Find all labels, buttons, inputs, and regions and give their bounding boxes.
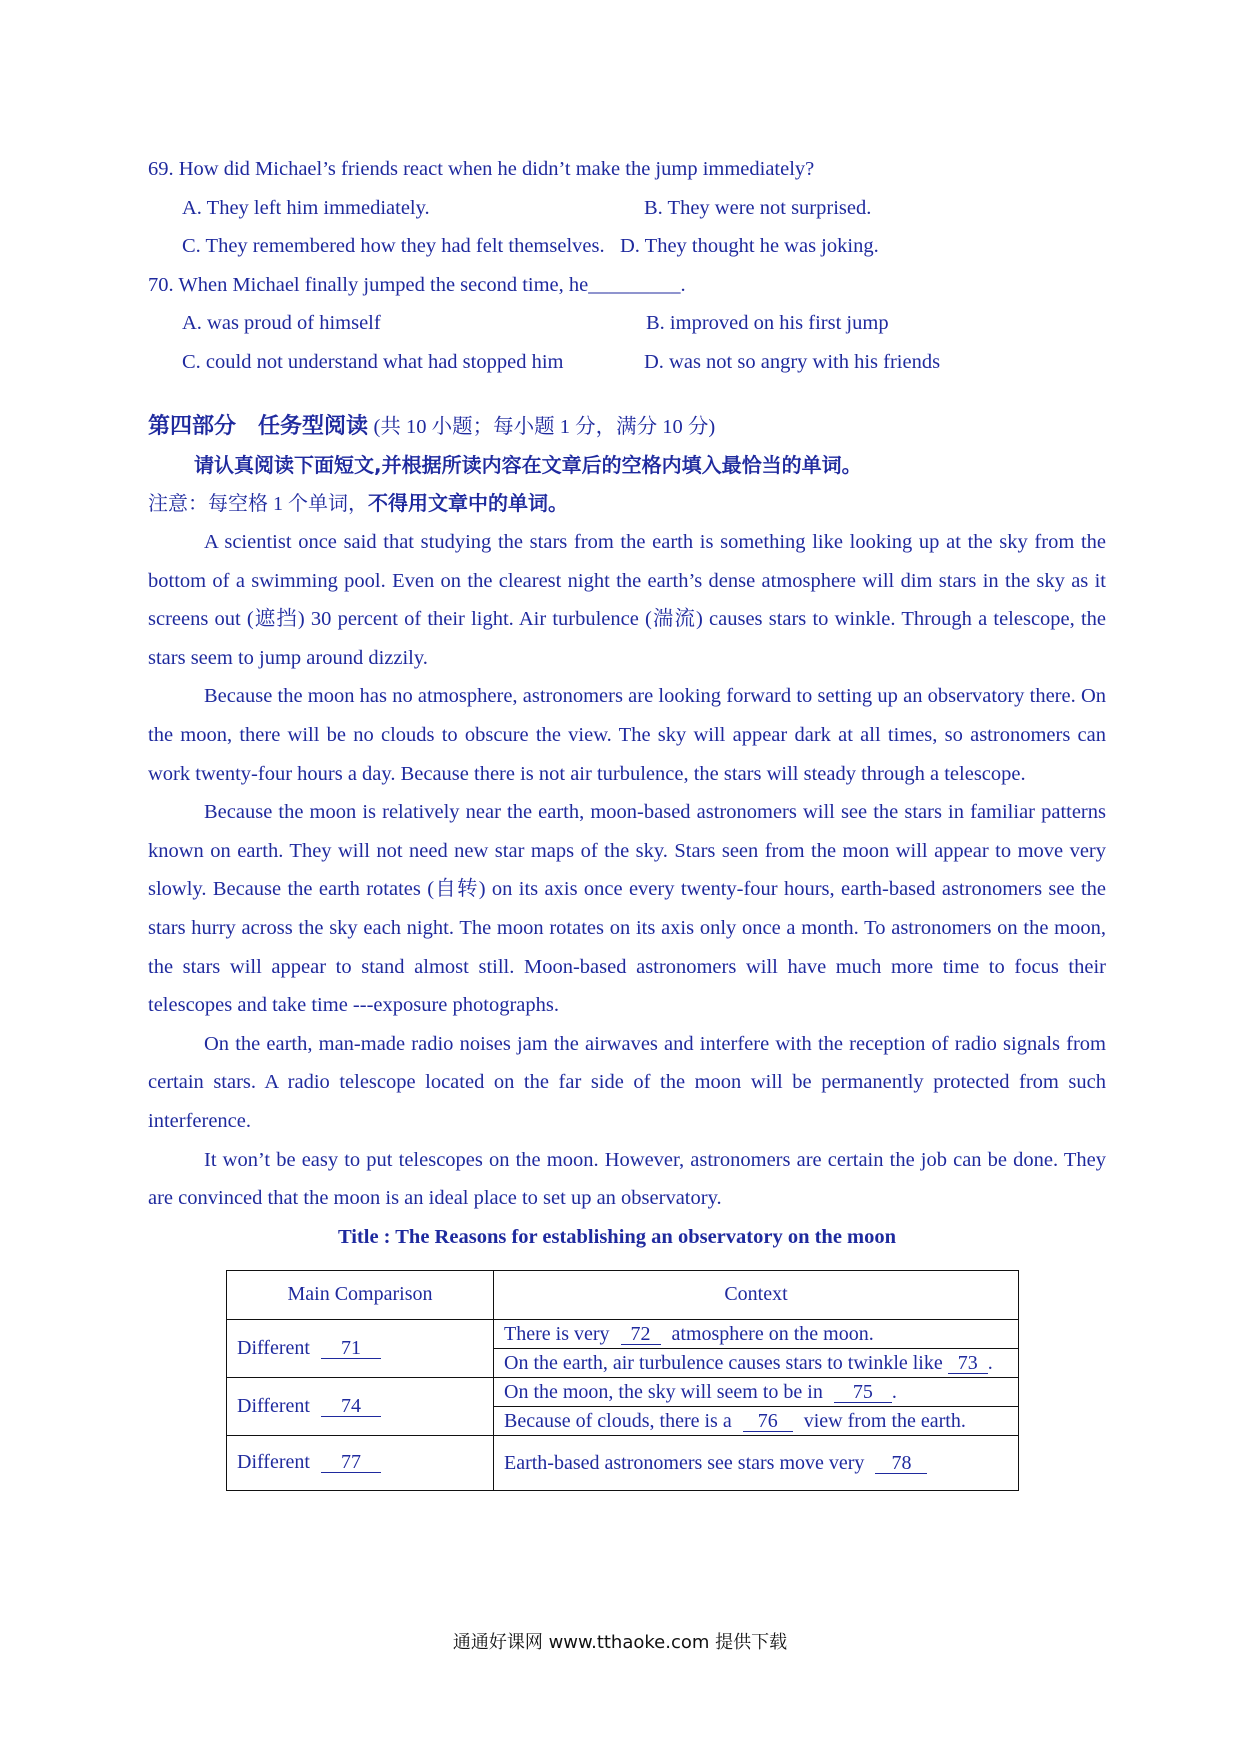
option-70-d: D. was not so angry with his friends — [644, 350, 941, 373]
page-footer: 通通好课网 www.tthaoke.com 提供下载 — [452, 1632, 788, 1653]
row-1-main — [227, 1319, 494, 1377]
section-score-note: (共 10 小题；每小题 1 分，满分 10 分) — [373, 416, 716, 438]
option-70-c: C. could not understand what had stopped him — [182, 350, 564, 373]
main-label: Different — [237, 1394, 310, 1417]
context-text: Earth-based astronomers see stars move very — [504, 1451, 865, 1474]
context-text: atmosphere on the moon. — [671, 1322, 874, 1345]
row-3-main — [227, 1435, 494, 1490]
section-heading — [148, 407, 1106, 446]
row-3-context-1 — [494, 1435, 1019, 1490]
question-69-stem: 69. How did Michael’s friends react when he didn’t make the jump immediately? — [148, 158, 815, 180]
passage-paragraph-4: On the earth, man-made radio noises jam the airwaves and interfere with the reception of radio signals from certain stars. A radio telescope located on the far side of the moon will be permanently protected from such interference. — [148, 1032, 1106, 1132]
context-text: On the earth, air turbulence causes stars to twinkle like — [504, 1351, 943, 1374]
blank-75: 75 — [834, 1382, 892, 1403]
option-69-d: D. They thought he was joking. — [620, 235, 879, 257]
table-row — [227, 1319, 1019, 1348]
blank-71: 71 — [321, 1338, 381, 1359]
blank-76: 76 — [743, 1411, 793, 1432]
passage-paragraph-2: Because the moon has no atmosphere, astronomers are looking forward to setting up an observatory there. On the moon, there will be no clouds to obscure the view. The sky will appear dark at all times, so astronomers can work twenty-four hours a day. Because there is not air turbulence, the stars will steady through a telescope. — [148, 685, 1106, 785]
main-label: Different — [237, 1336, 310, 1359]
blank-78: 78 — [875, 1453, 927, 1474]
passage-paragraph-5: It won’t be easy to put telescopes on the moon. However, astronomers are certain the job can be done. They are convinced that the moon is an ideal place to set up an observatory. — [148, 1148, 1106, 1210]
passage-paragraph-3: Because the moon is relatively near the earth, moon-based astronomers will see the stars in familiar patterns known on earth. They will not need new star maps of the sky. Stars seen from the moon will appear to move very slowly. Because the earth rotates (自转) on its axis once every twenty-four hours, earth-based astronomers see the stars hurry across the sky each night. The moon rotates on its axis only once a month. To astronomers on the moon, the stars will appear to stand almost still. Moon-based astronomers will have much more time to focus their telescopes and take time ---exposure photographs. — [148, 801, 1106, 1017]
question-69-options-row-2 — [148, 227, 1106, 266]
row-2-context-2 — [494, 1406, 1019, 1435]
header-context: Context — [494, 1270, 1019, 1319]
table-title: Title : The Reasons for establishing an observatory on the moon — [337, 1225, 897, 1248]
question-70-options-row-1 — [148, 304, 1106, 343]
option-69-a: A. They left him immediately. — [182, 196, 430, 219]
row-2-main — [227, 1377, 494, 1435]
context-text: There is very — [504, 1322, 610, 1345]
section-title: 第四部分 任务型阅读 — [148, 414, 369, 439]
option-70-b: B. improved on his first jump — [646, 312, 889, 334]
option-69-b: B. They were not surprised. — [644, 196, 872, 219]
row-1-context-1 — [494, 1319, 1019, 1348]
blank-77: 77 — [321, 1452, 381, 1473]
row-1-context-2 — [494, 1348, 1019, 1377]
question-69-options-row-1 — [148, 189, 1106, 228]
main-label: Different — [237, 1451, 310, 1474]
blank-74: 74 — [321, 1396, 381, 1417]
context-text: . — [891, 1380, 897, 1403]
table-header-row — [227, 1270, 1019, 1319]
passage-paragraph-1: A scientist once said that studying the stars from the earth is something like looking up at the sky from the bottom of a swimming pool. Even on the clearest night the earth’s dense atmosphere will dim stars in the sky as it screens out (遮挡) 30 percent of their light. Air turbulence (湍流) causes stars to winkle. Through a telescope, the stars seem to jump around dizzily. — [148, 531, 1106, 669]
header-main-comparison: Main Comparison — [227, 1270, 494, 1319]
context-text: . — [987, 1351, 993, 1374]
row-2-context-1 — [494, 1377, 1019, 1406]
table-row — [227, 1377, 1019, 1406]
question-70-stem: 70. When Michael finally jumped the second time, he_________. — [148, 273, 686, 296]
question-70-options-row-2 — [148, 343, 1106, 382]
section-note — [148, 484, 1106, 523]
table-row — [227, 1435, 1019, 1490]
note-prefix: 注意：每空格 1 个单词， — [148, 493, 368, 515]
section-instruction: 请认真阅读下面短文,并根据所读内容在文章后的空格内填入最恰当的单词。 — [194, 453, 862, 477]
exam-page — [148, 150, 1106, 1256]
context-text: On the moon, the sky will seem to be in — [504, 1380, 823, 1403]
blank-73: 73 — [948, 1353, 988, 1374]
option-70-a: A. was proud of himself — [182, 312, 381, 334]
comparison-table — [226, 1270, 1019, 1491]
blank-72: 72 — [621, 1324, 661, 1345]
context-text: view from the earth. — [803, 1409, 966, 1432]
option-69-c: C. They remembered how they had felt themselves. — [182, 235, 605, 257]
note-bold: 不得用文章中的单词。 — [368, 491, 568, 515]
context-text: Because of clouds, there is a — [504, 1409, 732, 1432]
